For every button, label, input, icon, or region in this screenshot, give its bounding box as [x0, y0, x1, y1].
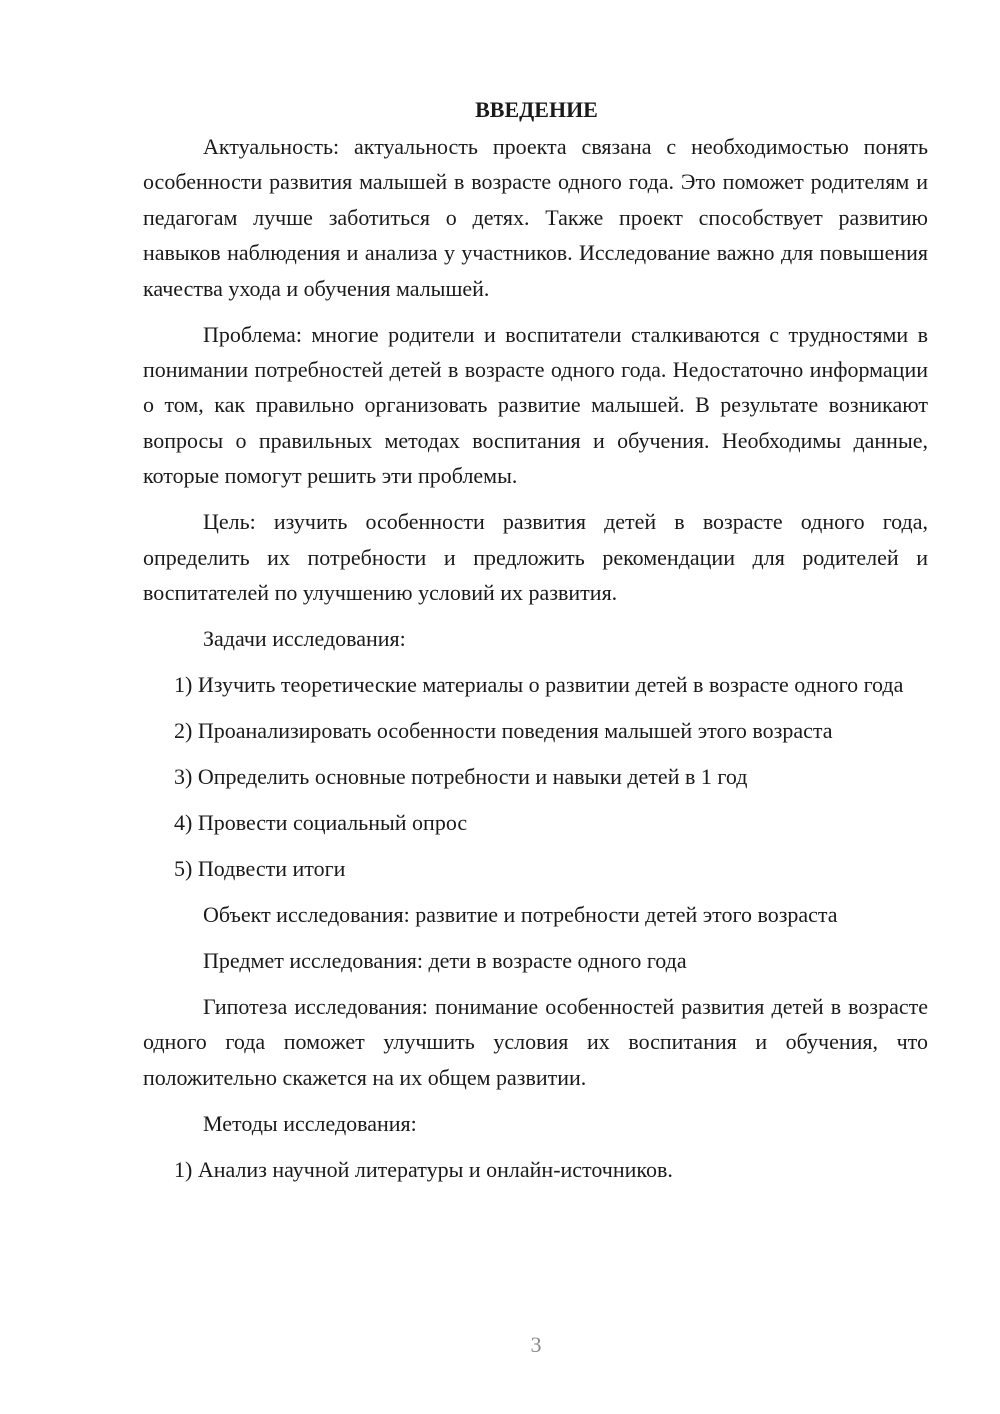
document-page [143, 92, 928, 1198]
task-item-2: 2) Проанализировать особенности поведения малышей этого возраста [174, 718, 833, 744]
page-number: 3 [530, 1332, 542, 1357]
section-title: ВВЕДЕНИЕ [475, 97, 598, 122]
research-subject: Предмет исследования: дети в возрасте одного года [203, 948, 687, 974]
task-item-1: 1) Изучить теоретические материалы о развитии детей в возрасте одного года [174, 672, 904, 698]
research-hypothesis: Гипотеза исследования: понимание особенностей развития детей в возрасте одного года поможет улучшить условия их воспитания и обучения, что положительно скажется на их общем развитии. [143, 994, 928, 1090]
research-object: Объект исследования: развитие и потребности детей этого возраста [203, 902, 838, 928]
task-item-4: 4) Провести социальный опрос [174, 810, 468, 836]
method-item-1: 1) Анализ научной литературы и онлайн-источников. [174, 1156, 673, 1182]
methods-heading: Методы исследования: [203, 1110, 417, 1136]
relevance-paragraph: Актуальность: актуальность проекта связана с необходимостью понять особенности развития малышей в возрасте одного года. Это поможет родителям и педагогам лучше заботиться о детях. Также проект способствует развитию навыков наблюдения и анализа у участников. Исследование важно для повышения качества ухода и обучения малышей. [143, 134, 928, 301]
task-item-5: 5) Подвести итоги [174, 856, 346, 882]
goal-paragraph: Цель: изучить особенности развития детей в возрасте одного года, определить их потребности и предложить рекомендации для родителей и воспитателей по улучшению условий их развития. [143, 509, 928, 606]
problem-paragraph: Проблема: многие родители и воспитатели сталкиваются с трудностями в понимании потребностей детей в возрасте одного года. Недостаточно информации о том, как правильно организовать развитие малышей. В результате возникают вопросы о правильных методах воспитания и обучения. Необходимы данные, которые помогут решить эти проблемы. [143, 321, 928, 489]
tasks-heading: Задачи исследования: [203, 626, 406, 652]
task-item-3: 3) Определить основные потребности и навыки детей в 1 год [174, 764, 748, 790]
